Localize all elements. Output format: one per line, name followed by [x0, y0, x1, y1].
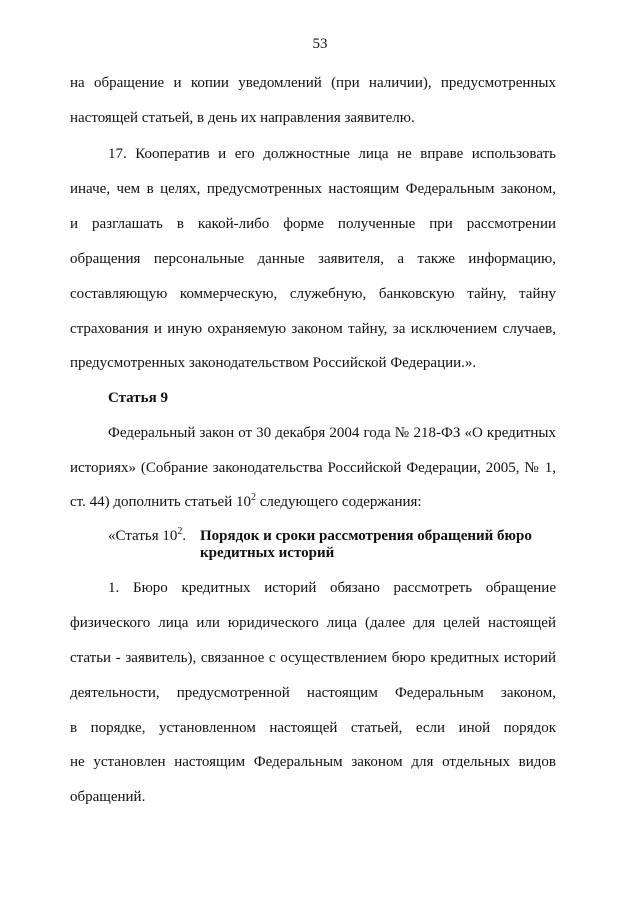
- article-heading: Статья 9: [108, 390, 168, 406]
- text-line: обращений.: [70, 789, 146, 805]
- text-line: на обращение и копии уведомлений (при наличии), предусмотренных: [70, 75, 556, 91]
- text-line: Федеральный закон от 30 декабря 2004 года № 218-ФЗ «О кредитных: [108, 425, 556, 441]
- text-line: физического лица или юридического лица (далее для целей настоящей: [70, 615, 556, 631]
- text-line: настоящей статьей, в день их направления заявителю.: [70, 110, 415, 126]
- text-line: и разглашать в какой-либо форме полученные при рассмотрении: [70, 216, 556, 232]
- text-line: составляющую коммерческую, служебную, банковскую тайну, тайну: [70, 286, 556, 302]
- text-line: в порядке, установленном настоящей статьей, если иной порядок: [70, 720, 556, 736]
- text-line: страхования и иную охраняемую законом тайну, за исключением случаев,: [70, 321, 556, 337]
- superscript: 2: [250, 492, 256, 503]
- new-article-title: Порядок и сроки рассмотрения обращений бюро: [200, 528, 532, 544]
- text-line: историях» (Собрание законодательства Российской Федерации, 2005, № 1,: [70, 460, 556, 476]
- text-line: не установлен настоящим Федеральным законом для отдельных видов: [70, 754, 556, 770]
- text-segment: ст. 44) дополнить статьей 10: [70, 494, 251, 510]
- text-segment: «Статья 10: [108, 528, 178, 544]
- text-line: деятельности, предусмотренной настоящим Федеральным законом,: [70, 685, 556, 701]
- text-segment: следующего содержания:: [255, 494, 422, 510]
- text-line: [70, 494, 556, 511]
- text-line: предусмотренных законодательством Российской Федерации.».: [70, 355, 477, 371]
- page-number: 53: [312, 36, 328, 52]
- text-line: статьи - заявитель), связанное с осуществлением бюро кредитных историй: [70, 650, 556, 666]
- new-article-title-line2: кредитных историй: [200, 545, 335, 561]
- text-line: 1. Бюро кредитных историй обязано рассмотреть обращение: [108, 580, 556, 596]
- text-line: 17. Кооператив и его должностные лица не вправе использовать: [108, 146, 556, 162]
- superscript: 2: [177, 526, 183, 537]
- new-article-prefix: [108, 528, 186, 545]
- text-segment: .: [182, 528, 187, 544]
- text-line: иначе, чем в целях, предусмотренных настоящим Федеральным законом,: [70, 181, 556, 197]
- text-line: обращения персональные данные заявителя, а также информацию,: [70, 251, 556, 267]
